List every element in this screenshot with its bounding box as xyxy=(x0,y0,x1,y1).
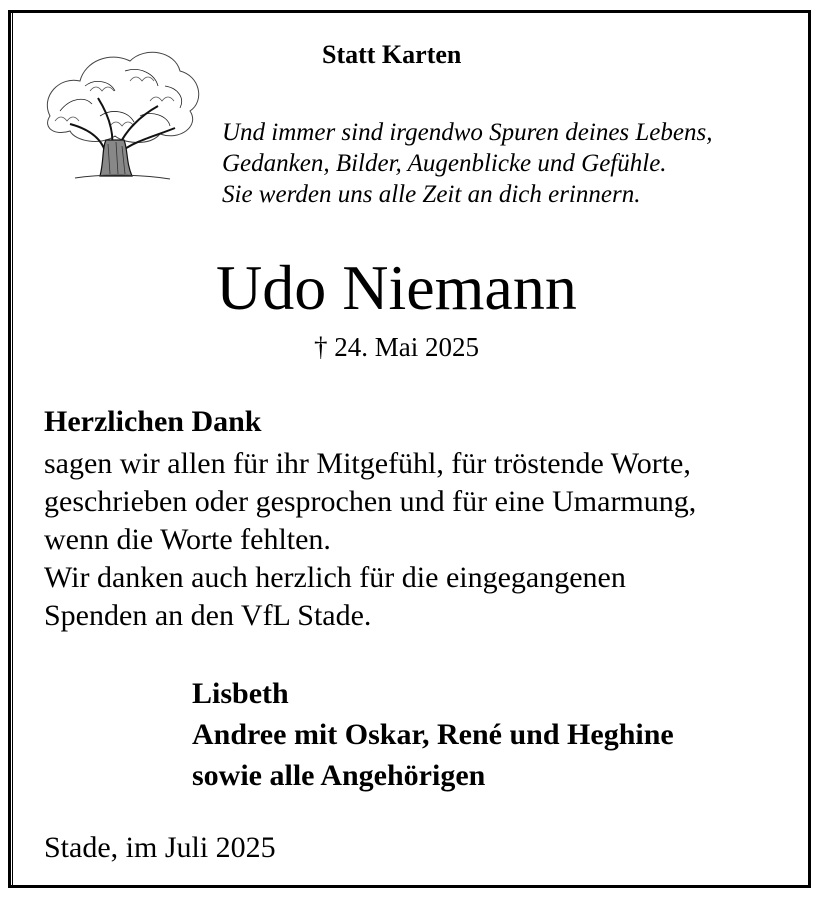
statt-karten-heading: Statt Karten xyxy=(322,40,462,69)
death-date: † 24. Mai 2025 xyxy=(314,332,479,362)
thanks-heading: Herzlichen Dank xyxy=(44,405,262,438)
deceased-name: Udo Niemann xyxy=(216,252,577,323)
thanks-line: wenn die Worte fehlten. xyxy=(44,523,331,556)
poem-text xyxy=(222,117,712,210)
place-date: Stade, im Juli 2025 xyxy=(44,831,276,864)
thanks-line: Wir danken auch herzlich für die eingegangenen xyxy=(44,561,626,594)
tree-illustration-icon xyxy=(30,36,208,188)
signatory-line: Lisbeth xyxy=(192,677,289,710)
signatory-line: Andree mit Oskar, René und Heghine xyxy=(192,718,674,751)
thanks-line: sagen wir allen für ihr Mitgefühl, für tröstende Worte, xyxy=(44,447,691,480)
thanks-text xyxy=(44,445,696,635)
poem-line: Und immer sind irgendwo Spuren deines Lebens, xyxy=(222,119,713,146)
thanks-line: Spenden an den VfL Stade. xyxy=(44,599,372,632)
poem-line: Sie werden uns alle Zeit an dich erinnern. xyxy=(222,181,641,208)
thanks-line: geschrieben oder gesprochen und für eine Umarmung, xyxy=(44,485,697,518)
signatories xyxy=(192,673,674,796)
signatory-line: sowie alle Angehörigen xyxy=(192,759,486,792)
poem-line: Gedanken, Bilder, Augenblicke und Gefühle. xyxy=(222,150,667,177)
